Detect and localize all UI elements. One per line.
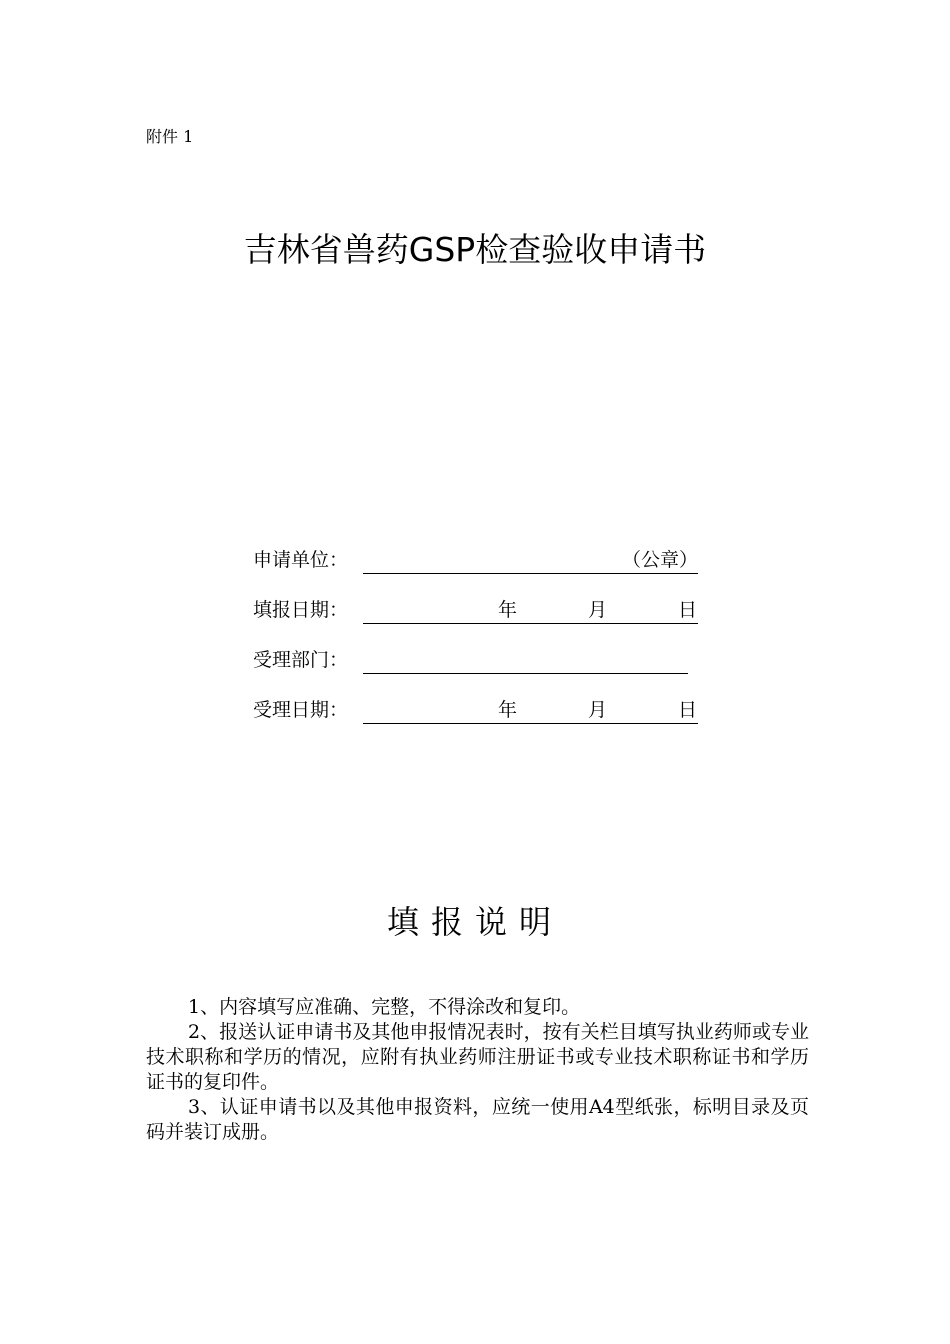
department-row bbox=[253, 646, 699, 674]
instruction-item: 1、内容填写应准确、完整，不得涂改和复印。 bbox=[188, 996, 581, 1018]
fill-date-field[interactable] bbox=[363, 596, 698, 624]
fill-date-row bbox=[253, 596, 699, 624]
accept-date-field[interactable] bbox=[363, 696, 698, 724]
fill-date-month: 月 bbox=[588, 599, 608, 621]
department-field[interactable] bbox=[363, 646, 688, 674]
official-seal-note: （公章） bbox=[621, 549, 698, 571]
accept-date-row bbox=[253, 696, 699, 724]
accept-date-month: 月 bbox=[588, 699, 608, 721]
accept-date-year: 年 bbox=[498, 699, 518, 721]
instructions-body bbox=[146, 995, 809, 1145]
instruction-item: 2、报送认证申请书及其他申报情况表时，按有关栏目填写执业药师或专业技术职称和学历的情况，应附有执业药师注册证书或专业技术职称证书和学历证书的复印件。 bbox=[146, 1021, 809, 1093]
fill-date-label: 填报日期： bbox=[253, 599, 349, 621]
instructions-title: 填报说明 bbox=[386, 903, 563, 941]
applicant-label: 申请单位： bbox=[253, 549, 349, 571]
fill-date-day: 日 bbox=[678, 599, 698, 621]
applicant-field[interactable] bbox=[363, 546, 698, 574]
instruction-item: 3、认证申请书以及其他申报资料，应统一使用A4型纸张，标明目录及页码并装订成册。 bbox=[146, 1096, 809, 1143]
attachment-label: 附件 1 bbox=[146, 127, 194, 146]
fill-date-year: 年 bbox=[498, 599, 518, 621]
accept-date-day: 日 bbox=[678, 699, 698, 721]
accept-date-label: 受理日期： bbox=[253, 699, 349, 721]
applicant-row bbox=[253, 546, 699, 574]
document-title: 吉林省兽药GSP检查验收申请书 bbox=[243, 230, 707, 269]
department-label: 受理部门： bbox=[253, 649, 349, 671]
